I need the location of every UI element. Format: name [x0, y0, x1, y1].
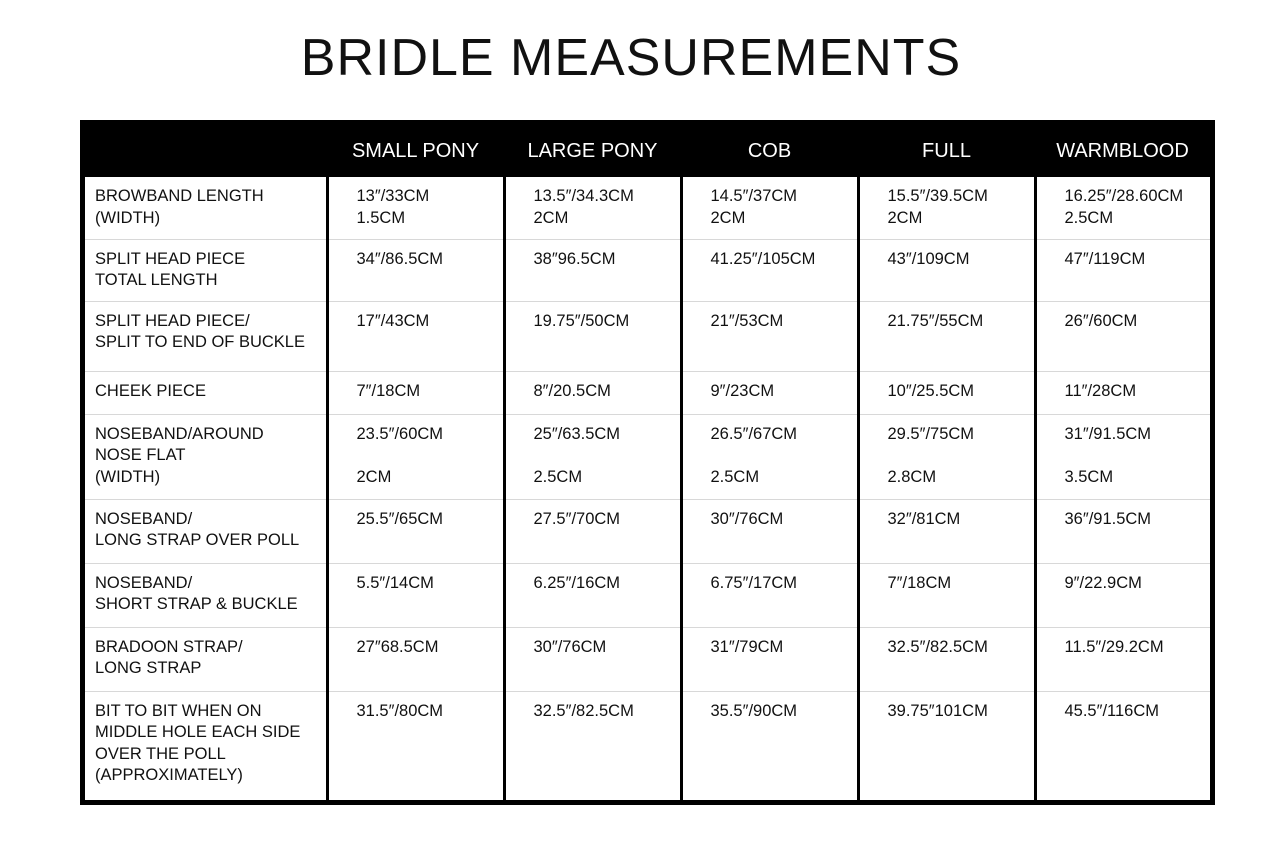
table-row [85, 691, 1210, 800]
header-corner-cell [85, 125, 327, 177]
table-row [85, 301, 1210, 371]
table-cell: 5.5″/14CM [327, 563, 504, 627]
column-header-cob: COB [681, 125, 858, 177]
table-cell: 13.5″/34.3CM 2CM [504, 177, 681, 239]
table-cell: 30″/76CM [681, 499, 858, 563]
table-row [85, 563, 1210, 627]
table-cell: 25″/63.5CM 2.5CM [504, 414, 681, 499]
table-cell: 6.75″/17CM [681, 563, 858, 627]
page-title: BRIDLE MEASUREMENTS [300, 29, 962, 87]
table-cell: 6.25″/16CM [504, 563, 681, 627]
row-label: CHEEK PIECE [85, 371, 327, 414]
table-cell: 26.5″/67CM 2.5CM [681, 414, 858, 499]
table-cell: 41.25″/105CM [681, 239, 858, 301]
row-label: BIT TO BIT WHEN ON MIDDLE HOLE EACH SIDE OVER THE POLL (APPROXIMATELY) [85, 691, 327, 800]
table-cell: 31″/79CM [681, 627, 858, 691]
row-label: SPLIT HEAD PIECE/ SPLIT TO END OF BUCKLE [85, 301, 327, 371]
table-cell: 8″/20.5CM [504, 371, 681, 414]
table-cell: 17″/43CM [327, 301, 504, 371]
table-cell: 16.25″/28.60CM 2.5CM [1035, 177, 1210, 239]
table-cell: 19.75″/50CM [504, 301, 681, 371]
table-row [85, 499, 1210, 563]
table-cell: 9″/22.9CM [1035, 563, 1210, 627]
table-cell: 25.5″/65CM [327, 499, 504, 563]
column-header-full: FULL [858, 125, 1035, 177]
table-cell: 11.5″/29.2CM [1035, 627, 1210, 691]
table-cell: 7″/18CM [327, 371, 504, 414]
table-cell: 27″68.5CM [327, 627, 504, 691]
table-cell: 36″/91.5CM [1035, 499, 1210, 563]
table-row [85, 414, 1210, 499]
table-cell: 32″/81CM [858, 499, 1035, 563]
table-row [85, 627, 1210, 691]
table-cell: 35.5″/90CM [681, 691, 858, 800]
table-cell: 11″/28CM [1035, 371, 1210, 414]
table-cell: 23.5″/60CM 2CM [327, 414, 504, 499]
table-cell: 30″/76CM [504, 627, 681, 691]
table-cell: 21″/53CM [681, 301, 858, 371]
table-row [85, 239, 1210, 301]
table-cell: 47″/119CM [1035, 239, 1210, 301]
table-cell: 39.75″101CM [858, 691, 1035, 800]
measurements-table-frame [80, 120, 1215, 805]
table-cell: 32.5″/82.5CM [504, 691, 681, 800]
table-cell: 10″/25.5CM [858, 371, 1035, 414]
table-row [85, 177, 1210, 239]
table-cell: 15.5″/39.5CM 2CM [858, 177, 1035, 239]
row-label: NOSEBAND/AROUND NOSE FLAT (WIDTH) [85, 414, 327, 499]
row-label: SPLIT HEAD PIECE TOTAL LENGTH [85, 239, 327, 301]
measurements-table [85, 125, 1210, 800]
table-cell: 45.5″/116CM [1035, 691, 1210, 800]
row-label: NOSEBAND/ LONG STRAP OVER POLL [85, 499, 327, 563]
table-cell: 31″/91.5CM 3.5CM [1035, 414, 1210, 499]
row-label: BRADOON STRAP/ LONG STRAP [85, 627, 327, 691]
table-cell: 26″/60CM [1035, 301, 1210, 371]
table-cell: 38″96.5CM [504, 239, 681, 301]
table-cell: 7″/18CM [858, 563, 1035, 627]
table-row [85, 371, 1210, 414]
table-cell: 27.5″/70CM [504, 499, 681, 563]
column-header-warmblood: WARMBLOOD [1035, 125, 1210, 177]
row-label: BROWBAND LENGTH (WIDTH) [85, 177, 327, 239]
column-header-small-pony: SMALL PONY [327, 125, 504, 177]
table-cell: 14.5″/37CM 2CM [681, 177, 858, 239]
table-cell: 34″/86.5CM [327, 239, 504, 301]
table-cell: 31.5″/80CM [327, 691, 504, 800]
table-cell: 32.5″/82.5CM [858, 627, 1035, 691]
table-cell: 29.5″/75CM 2.8CM [858, 414, 1035, 499]
table-cell: 43″/109CM [858, 239, 1035, 301]
row-label: NOSEBAND/ SHORT STRAP & BUCKLE [85, 563, 327, 627]
table-cell: 13″/33CM 1.5CM [327, 177, 504, 239]
table-cell: 9″/23CM [681, 371, 858, 414]
table-header-row [85, 125, 1210, 177]
column-header-large-pony: LARGE PONY [504, 125, 681, 177]
table-cell: 21.75″/55CM [858, 301, 1035, 371]
